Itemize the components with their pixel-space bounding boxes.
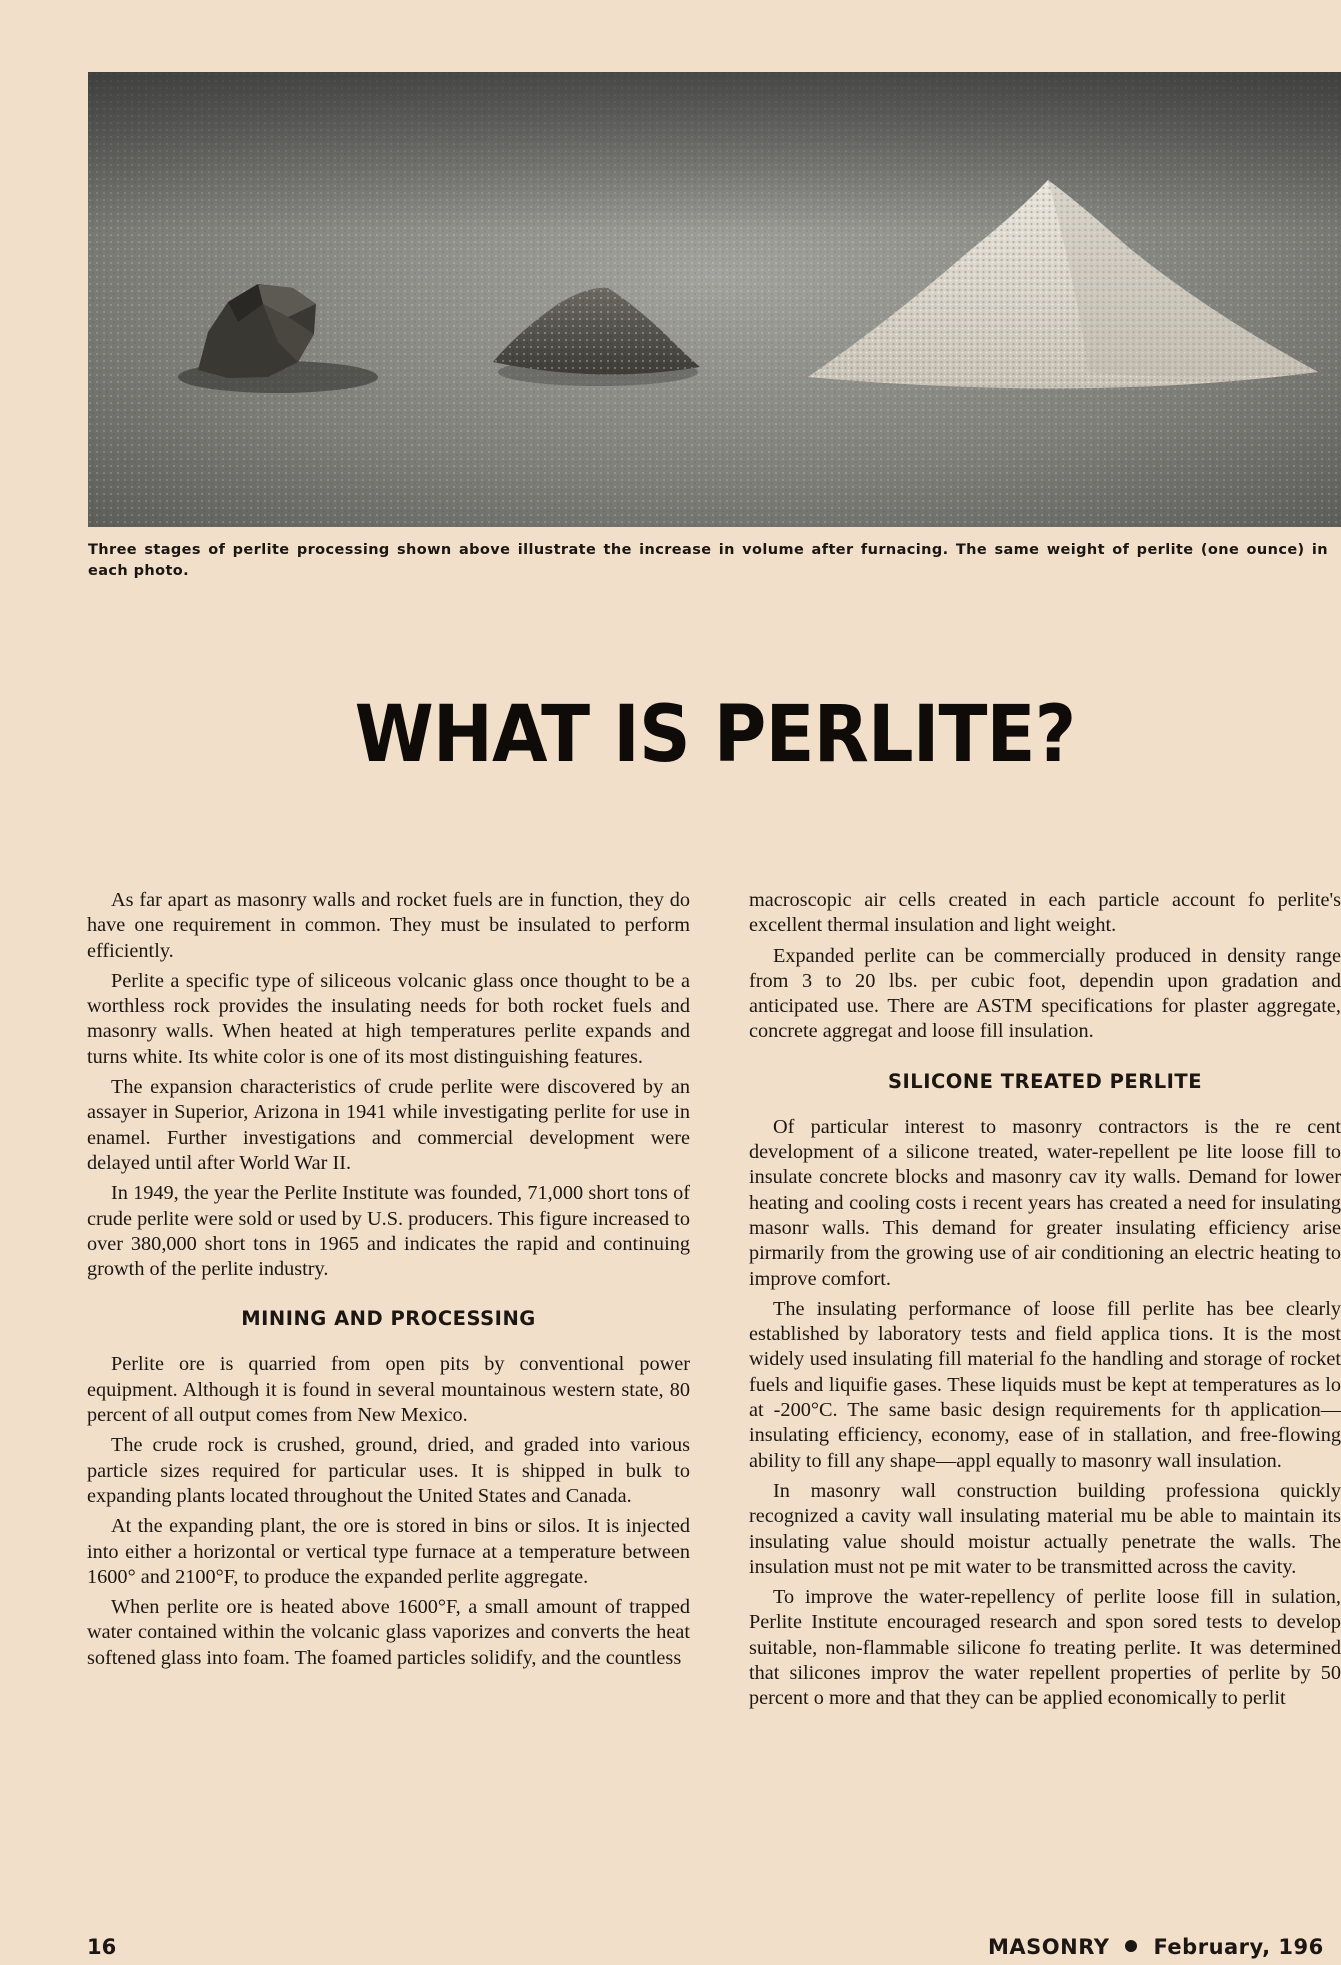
paragraph: The insulating performance of loose fill perlite has bee clearly established by laboratory tests and field applica tions. It is the most widely used insulating fill material fo the handling and storage of rocket fuels and liquifie gases. These liquids must be kept at temperatures as lo at -200°C. The same basic design requirements for th application—insulating efficiency, economy, ease of in stallation, and free-flowing ability to fill any shape—appl equally to masonry wall insulation. — [749, 1297, 1341, 1472]
paragraph: Perlite a specific type of siliceous volcanic glass once thought to be a worthless rock provides the insulating needs for both rocket fuels and masonry walls. When heated at high temperatures perlite expands and turns white. Its white color is one of its most distinguishing features. — [87, 969, 690, 1068]
paragraph-continuation: macroscopic air cells created in each particle account fo perlite's excellent thermal insulation and light weight. — [749, 889, 1341, 937]
photo-illustration — [88, 72, 1341, 527]
perlite-stages-photo — [88, 72, 1341, 527]
photo-caption: Three stages of perlite processing shown above illustrate the increase in volume after furnacing. The same weight of perlite (one ounce) in each photo. — [88, 542, 1328, 579]
paragraph: The crude rock is crushed, ground, dried, and graded into various particle sizes required for particular uses. It is shipped in bulk to expanding plants located throughout the United States and Canada. — [87, 1434, 690, 1507]
article-title: WHAT IS PERLITE? — [354, 690, 1076, 780]
paragraph: As far apart as masonry walls and rocket fuels are in function, they do have one requirement in common. They must be insulated to perform efficiently. — [87, 889, 690, 962]
section-heading-mining: MINING AND PROCESSING — [241, 1307, 536, 1331]
magazine-name: MASONRY — [988, 1935, 1110, 1959]
paragraph: Of particular interest to masonry contractors is the re cent development of a silicone treated, water-repellent pe lite loose fill to insulate concrete blocks and masonry cav ity walls. Demand for lower heating and cooling costs i recent years has created a need for insulating masonr walls. This demand for greater insulating efficiency arise pirmarily from the growing use of air conditioning an electric heating to improve comfort. — [749, 1115, 1341, 1290]
paragraph: At the expanding plant, the ore is stored in bins or silos. It is injected into either a horizontal or vertical type furnace at a temperature between 1600° and 2100°F, to produce the expanded perlite aggregate. — [87, 1515, 690, 1588]
paragraph: In masonry wall construction building professiona quickly recognized a cavity wall insulating material mu be able to maintain its insulating value should moistur actually penetrate the walls. The insulation must not pe mit water to be transmitted across the cavity. — [749, 1479, 1341, 1578]
paragraph: The expansion characteristics of crude perlite were discovered by an assayer in Superior, Arizona in 1941 while investigating perlite for use in enamel. Further investigations and commercial development were delayed until after World War II. — [87, 1076, 690, 1174]
right-column — [749, 888, 1341, 1717]
bullet-icon — [1125, 1940, 1137, 1952]
running-footer — [988, 1935, 1324, 1959]
paragraph: Expanded perlite can be commercially produced in density range from 3 to 20 lbs. per cubic foot, dependin upon gradation and anticipated use. There are ASTM specifications for plaster aggregate, concrete aggregat and loose fill insulation. — [749, 944, 1341, 1043]
paragraph: When perlite ore is heated above 1600°F, a small amount of trapped water contained within the volcanic glass vaporizes and converts the heat softened glass into foam. The foamed particles solidify, and the countless — [87, 1596, 690, 1669]
paragraph: To improve the water-repellency of perlite loose fill in sulation, Perlite Institute encouraged research and spon sored tests to develop suitable, non-flammable silicone fo treating perlite. It was determined that silicones improv the water repellent properties of perlite by 50 percent o more and that they can be applied economically to perlit — [749, 1586, 1341, 1710]
page-number: 16 — [87, 1935, 117, 1959]
paragraph: Perlite ore is quarried from open pits by conventional power equipment. Although it is found in several mountainous western state, 80 percent of all output comes from New Mexico. — [87, 1353, 690, 1427]
left-column — [87, 888, 690, 1676]
paragraph: In 1949, the year the Perlite Institute was founded, 71,000 short tons of crude perlite were sold or used by U.S. producers. This figure increased to over 380,000 short tons in 1965 and indicates the rapid and continuing growth of the perlite industry. — [87, 1182, 690, 1281]
issue-date: February, 196 — [1153, 1935, 1324, 1959]
section-heading-silicone: SILICONE TREATED PERLITE — [887, 1069, 1203, 1093]
